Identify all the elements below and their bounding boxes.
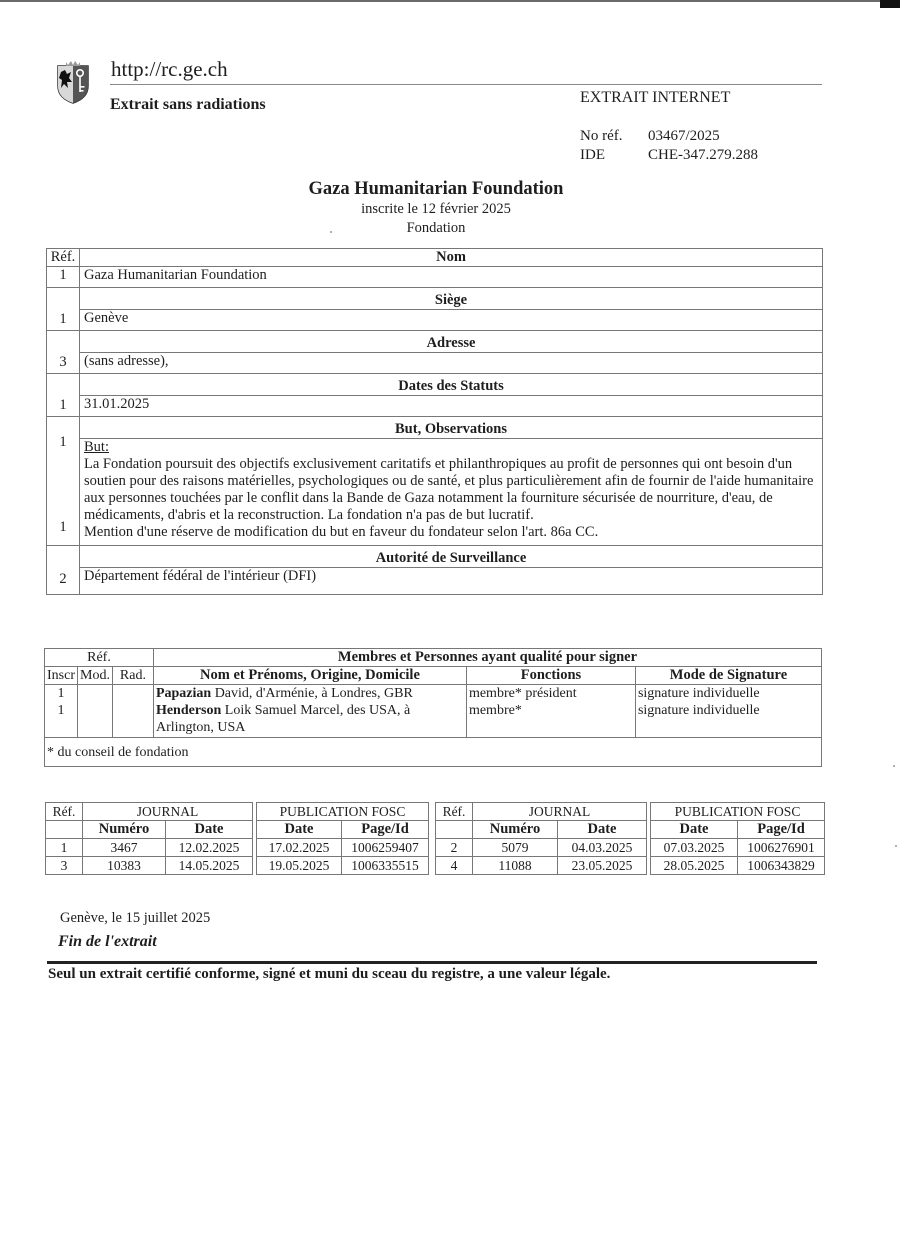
ref-cell: 1: [47, 267, 80, 288]
purpose-mention: Mention d'une réserve de modification du but en faveur du fondateur selon l'art. 86a CC.: [84, 524, 599, 540]
section-heading: Dates des Statuts: [80, 374, 823, 396]
publications-table-left: [45, 802, 429, 875]
place-and-date: Genève, le 15 juillet 2025: [60, 910, 211, 926]
legal-notice: Seul un extrait certifié conforme, signé et muni du sceau du registre, a une valeur légale.: [48, 966, 611, 982]
inscr-value: 1: [57, 703, 65, 718]
purpose-text: La Fondation poursuit des objectifs exclusivement caritatifs et philanthropiques au profit de personnes qui ont besoin d'un soutien pour des raisons matérielles, psychologiques ou de santé, et plus particulièrement afin de fournir de l'aide humanitaire aux personnes touchées par le conflit dans la Bande de Gaza notamment la fourniture sécurisée de nourriture, d'eau, de médicaments, d'abris et la reconstruction. La fondation n'a pas de but lucratif.: [84, 456, 814, 523]
journal-date-header: Date: [166, 821, 253, 839]
members-footnote: * du conseil de fondation: [45, 738, 822, 767]
purpose-cell: [80, 439, 823, 546]
table-row: [47, 439, 823, 546]
registry-url: http://rc.ge.ch: [111, 57, 228, 81]
ref-cell: 1: [59, 434, 67, 450]
section-header-surveillance: [47, 546, 823, 568]
scan-edge: [0, 0, 900, 2]
supervisory-authority-value: Département fédéral de l'intérieur (DFI): [80, 568, 823, 595]
section-heading: But, Observations: [80, 417, 823, 439]
fosc-date-cell: 07.03.2025: [651, 839, 738, 857]
extract-type: EXTRAIT INTERNET: [580, 89, 731, 106]
table-row: [47, 310, 823, 331]
function-cell: [466, 685, 635, 738]
numero-header: Numéro: [473, 821, 558, 839]
numero-cell: 11088: [473, 857, 558, 875]
footer-divider: [47, 961, 817, 964]
ref-cell: 4: [436, 857, 473, 875]
members-rows: [45, 685, 822, 738]
journal-header: JOURNAL: [473, 803, 647, 821]
scan-speck: [893, 765, 895, 767]
column-header-rad: Rad.: [112, 667, 153, 685]
page-id-cell: 1006276901: [738, 839, 825, 857]
table-row: [46, 857, 429, 875]
column-header-functions: Fonctions: [466, 667, 635, 685]
journal-date-cell: 14.05.2025: [166, 857, 253, 875]
ref-header: Réf.: [436, 803, 473, 821]
fosc-date-cell: 28.05.2025: [651, 857, 738, 875]
no-ref-label: No réf.: [580, 128, 623, 144]
rad-cell: [112, 685, 153, 738]
ref-cell: 3: [46, 857, 83, 875]
ref-cell: 1: [59, 519, 67, 535]
signature-mode-value: signature individuelle: [637, 703, 760, 718]
name-value: Gaza Humanitarian Foundation: [80, 267, 823, 288]
numero-header: Numéro: [83, 821, 166, 839]
fosc-header: PUBLICATION FOSC: [257, 803, 429, 821]
column-header-inscr: Inscr: [45, 667, 78, 685]
person-entry: [156, 702, 464, 736]
table-row: [47, 396, 823, 417]
page-id-cell: 1006343829: [738, 857, 825, 875]
ref-cell: 2: [47, 546, 80, 595]
ref-cell: 1: [47, 374, 80, 417]
journal-date-cell: 12.02.2025: [166, 839, 253, 857]
table-row: [436, 839, 825, 857]
ide-label: IDE: [580, 147, 605, 163]
person-cell: [153, 685, 466, 738]
table-row: [47, 353, 823, 374]
pub-subheader-row: [436, 821, 825, 839]
members-column-headers: [45, 667, 822, 685]
no-ref-value: 03467/2025: [648, 128, 720, 144]
section-header-nom: [47, 249, 823, 267]
section-header-adresse: [47, 331, 823, 353]
ref-header: Réf.: [47, 249, 80, 267]
column-header-signature: Mode de Signature: [635, 667, 821, 685]
ref-header: Réf.: [46, 803, 83, 821]
entity-title-block: [0, 178, 872, 238]
ref-cell-but: [47, 417, 80, 546]
geneva-coat-of-arms-icon: [56, 60, 90, 104]
page-id-cell: 1006335515: [342, 857, 429, 875]
table-row: [436, 857, 825, 875]
ref-cell: 1: [46, 839, 83, 857]
entity-name: Gaza Humanitarian Foundation: [308, 179, 564, 199]
members-title: Membres et Personnes ayant qualité pour signer: [153, 649, 821, 667]
entity-info-table: [46, 248, 823, 595]
publications-table-right: [435, 802, 825, 875]
scan-corner-mark: [880, 0, 900, 8]
section-heading: Nom: [80, 249, 823, 267]
ref-cell: 3: [47, 331, 80, 374]
end-of-extract: Fin de l'extrait: [58, 933, 157, 950]
page-id-header: Page/Id: [342, 821, 429, 839]
function-value: membre*: [468, 703, 522, 718]
inscr-value: 1: [57, 686, 65, 701]
fosc-header: PUBLICATION FOSC: [651, 803, 825, 821]
ref-cell: 2: [436, 839, 473, 857]
page-id-header: Page/Id: [738, 821, 825, 839]
section-heading: Autorité de Surveillance: [80, 546, 823, 568]
pub-header-row: [436, 803, 825, 821]
table-row: [47, 568, 823, 595]
fosc-date-cell: 19.05.2025: [257, 857, 342, 875]
person-details: Loik Samuel Marcel, des USA, à Arlington, USA: [155, 703, 411, 735]
section-header-but: [47, 417, 823, 439]
table-row: [47, 267, 823, 288]
section-heading: Siège: [80, 288, 823, 310]
fosc-date-header: Date: [257, 821, 342, 839]
header-divider: [110, 84, 822, 85]
pub-header-row: [46, 803, 429, 821]
section-header-statuts: [47, 374, 823, 396]
page-id-cell: 1006259407: [342, 839, 429, 857]
journal-date-header: Date: [558, 821, 647, 839]
journal-header: JOURNAL: [83, 803, 253, 821]
members-table: [44, 648, 822, 767]
ref-group-header: Réf.: [45, 649, 154, 667]
scan-speck: [895, 845, 897, 847]
journal-date-cell: 04.03.2025: [558, 839, 647, 857]
column-header-name: Nom et Prénoms, Origine, Domicile: [153, 667, 466, 685]
journal-date-cell: 23.05.2025: [558, 857, 647, 875]
ide-value: CHE-347.279.288: [648, 147, 758, 163]
section-heading: Adresse: [80, 331, 823, 353]
entity-registration-date: inscrite le 12 février 2025: [361, 201, 511, 217]
person-details: David, d'Arménie, à Londres, GBR: [211, 686, 413, 701]
numero-cell: 10383: [83, 857, 166, 875]
purpose-label: But:: [84, 439, 109, 455]
numero-cell: 3467: [83, 839, 166, 857]
address-value: (sans adresse),: [80, 353, 823, 374]
numero-cell: 5079: [473, 839, 558, 857]
extract-subtitle: Extrait sans radiations: [110, 96, 266, 113]
fosc-date-cell: 17.02.2025: [257, 839, 342, 857]
function-value: membre* président: [468, 686, 577, 701]
mod-cell: [78, 685, 113, 738]
signature-mode-value: signature individuelle: [637, 686, 760, 701]
reference-block: [580, 127, 758, 165]
statutes-date-value: 31.01.2025: [80, 396, 823, 417]
ref-cell: 1: [47, 288, 80, 331]
seat-value: Genève: [80, 310, 823, 331]
fosc-date-header: Date: [651, 821, 738, 839]
signature-cell: [635, 685, 821, 738]
table-row: [46, 839, 429, 857]
pub-subheader-row: [46, 821, 429, 839]
members-footnote-row: [45, 738, 822, 767]
person-surname: Henderson: [155, 703, 222, 718]
scan-speck: [330, 231, 332, 233]
members-header-row: [45, 649, 822, 667]
column-header-mod: Mod.: [78, 667, 113, 685]
entity-legal-form: Fondation: [406, 220, 466, 236]
inscr-cell: [45, 685, 78, 738]
person-entry: [156, 685, 464, 702]
section-header-siege: [47, 288, 823, 310]
person-surname: Papazian: [155, 686, 212, 701]
